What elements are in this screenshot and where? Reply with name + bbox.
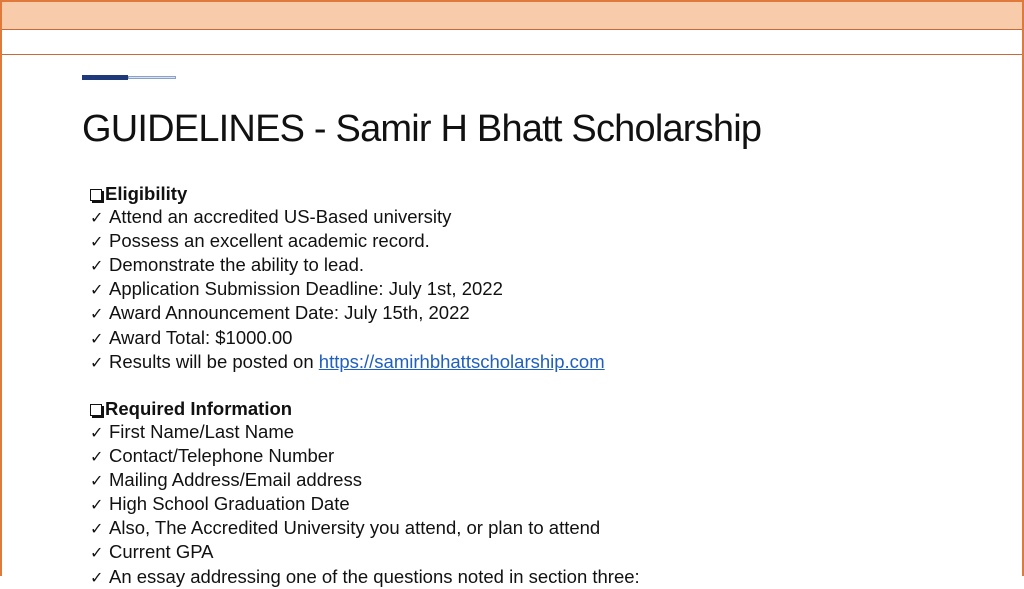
eligibility-item: Award Announcement Date: July 15th, 2022 [109,302,470,324]
required-item: Also, The Accredited University you attend, or plan to attend [109,517,601,539]
list-item [90,516,990,540]
page-title: GUIDELINES - Samir H Bhatt Scholarship [82,108,762,150]
required-item: High School Graduation Date [109,493,350,515]
eligibility-heading: Eligibility [105,183,188,204]
required-item: First Name/Last Name [109,420,295,442]
header-divider [2,54,1022,55]
required-heading: Required Information [105,397,293,419]
checkmark-icon: ✓ [90,256,104,276]
required-item: Current GPA [109,541,214,563]
accent-dark-segment [82,75,128,80]
list-item [90,420,990,444]
eligibility-item: Award Total: $1000.00 [109,326,293,348]
checkmark-icon: ✓ [90,304,104,324]
eligibility-item: Demonstrate the ability to lead. [109,254,365,276]
checkmark-icon: ✓ [90,422,104,442]
checkmark-icon: ✓ [90,495,104,515]
list-item [90,253,990,277]
required-item: An essay addressing one of the questions noted in section three: [109,565,640,587]
list-item [90,326,990,350]
guidelines-content [90,182,990,589]
top-band [2,0,1022,30]
checkbox-icon [90,189,102,201]
checkmark-icon: ✓ [90,352,104,372]
list-item [90,350,990,374]
section-spacer [90,374,990,397]
list-item [90,565,990,589]
list-item [90,205,990,229]
checkmark-icon: ✓ [90,208,104,228]
list-item [90,444,990,468]
checkmark-icon: ✓ [90,519,104,539]
checkmark-icon: ✓ [90,232,104,252]
checkmark-icon: ✓ [90,280,104,300]
list-item [90,492,990,516]
list-item [90,301,990,325]
results-link[interactable]: https://samirhbhattscholarship.com [318,350,605,372]
eligibility-item: Possess an excellent academic record. [109,230,430,252]
accent-light-segment [128,76,176,79]
checkmark-icon: ✓ [90,543,104,563]
checkmark-icon: ✓ [90,471,104,491]
list-item [90,540,990,564]
required-item: Mailing Address/Email address [109,469,362,491]
eligibility-item: Attend an accredited US-Based university [109,206,452,228]
results-prefix: Results will be posted on [109,350,319,372]
checkmark-icon: ✓ [90,567,104,587]
checkbox-icon [90,404,102,416]
required-heading-row [90,397,990,420]
list-item [90,229,990,253]
title-accent-bar [82,75,176,80]
list-item [90,468,990,492]
checkmark-icon: ✓ [90,328,104,348]
list-item [90,277,990,301]
checkmark-icon: ✓ [90,447,104,467]
eligibility-item: Application Submission Deadline: July 1st, 2022 [109,278,503,300]
required-item: Contact/Telephone Number [109,445,335,467]
eligibility-heading-row [90,182,990,205]
